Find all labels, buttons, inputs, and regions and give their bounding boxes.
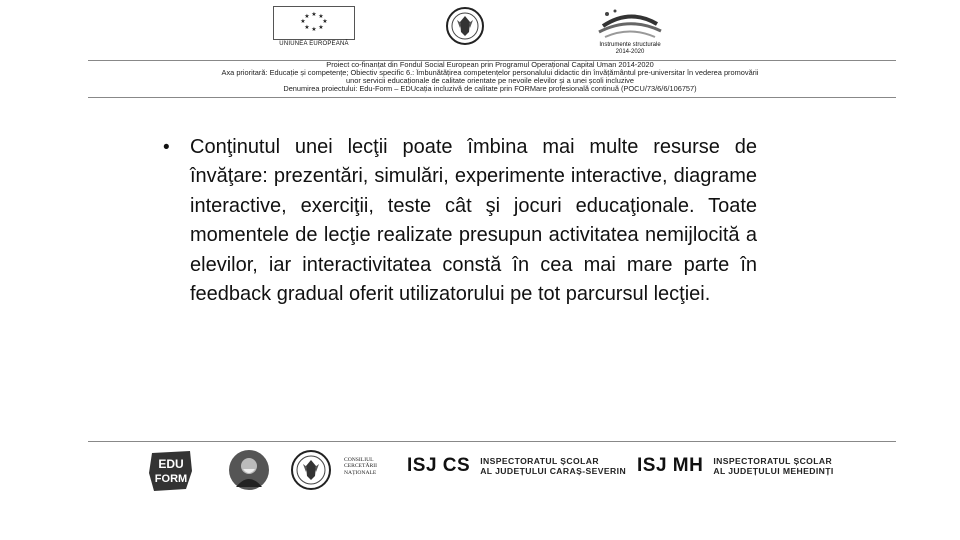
- portrait-logo: [228, 449, 270, 491]
- svg-text:★: ★: [304, 25, 310, 31]
- svg-text:★: ★: [311, 12, 317, 18]
- svg-text:★: ★: [318, 14, 324, 20]
- svg-text:★: ★: [322, 19, 328, 25]
- project-info: [60, 61, 920, 93]
- project-info-line-4: Denumirea proiectului: Edu-Form – EDUcația incluzivă de calitate prin FORMare profesională continuă (POCU/73/6/6/106757): [283, 85, 697, 93]
- svg-text:★: ★: [311, 27, 317, 33]
- isj-mh-abbr: ISJ MH: [637, 455, 704, 476]
- slide-content: [163, 133, 763, 309]
- romanian-government-logo: [443, 6, 487, 46]
- isj-cs-line2: AL JUDEȚULUI CARAȘ-SEVERIN: [480, 466, 627, 476]
- header-bottom-divider: [88, 97, 896, 98]
- svg-text:★: ★: [300, 19, 306, 25]
- edu-form-logo: [146, 449, 196, 493]
- isj-cs-full-name: [480, 456, 626, 476]
- edu-form-logo-line1: EDU: [158, 457, 184, 471]
- project-info-line-1: Proiect co-finanțat din Fondul Social European prin Programul Operațional Capital Uman 2014-2020: [326, 61, 654, 69]
- ccn-label: CONSILIUL CERCETĂRII NAȚIONALE: [344, 457, 377, 476]
- bullet-paragraph: Conţinutul unei lecţii poate îmbina mai multe resurse de învăţare: prezentări, simulări, experimente interactive, diagrame interactive, exerciţii, teste cât şi jocuri educaţionale. Toate momentele de lecţie realizate presupun activitatea nemijlocită a elevilor, iar interactivitatea constă în cea mai mare parte în feedback gradual oferit utilizatorului pe tot parcursul lecţiei.: [190, 136, 757, 306]
- isj-mh-line2: AL JUDEȚULUI MEHEDINȚI: [713, 466, 834, 476]
- structural-logo-caption-line2: 2014-2020: [615, 49, 645, 55]
- svg-text:★: ★: [304, 14, 310, 20]
- edu-form-logo-line2: FORM: [154, 473, 188, 485]
- svg-text:★: ★: [318, 25, 324, 31]
- eu-logo-caption: UNIUNEA EUROPEANĂ: [279, 41, 349, 47]
- structural-logo-caption: [585, 42, 675, 56]
- bullet-item: [163, 133, 763, 309]
- structural-instruments-logo: [585, 6, 675, 54]
- project-info-line-2: Axa prioritară: Educație și competențe; Obiectiv specific 6.: Îmbunătățirea competențelor personalului didactic din învățământul pre-universitar în vederea promovării: [221, 69, 759, 77]
- isj-mh-full-name: [713, 456, 833, 476]
- isj-cs-line1: INSPECTORATUL ȘCOLAR: [480, 456, 599, 466]
- isj-cs-abbr: ISJ CS: [407, 455, 471, 476]
- eu-flag-logo: [273, 6, 355, 50]
- isj-mh-logo: [637, 455, 834, 477]
- footer-divider: [88, 441, 896, 442]
- isj-cs-logo: [407, 455, 626, 477]
- project-info-line-3: unor servicii educaționale de calitate orientate pe nevoile elevilor și a unei școli incluzive: [346, 77, 634, 85]
- bullet-marker: •: [163, 137, 170, 158]
- structural-logo-caption-line1: Instrumente structurale: [599, 42, 661, 48]
- eu-flag-icon: [273, 6, 355, 40]
- isj-mh-line1: INSPECTORATUL ȘCOLAR: [713, 456, 833, 466]
- romanian-government-logo-footer: [289, 449, 333, 491]
